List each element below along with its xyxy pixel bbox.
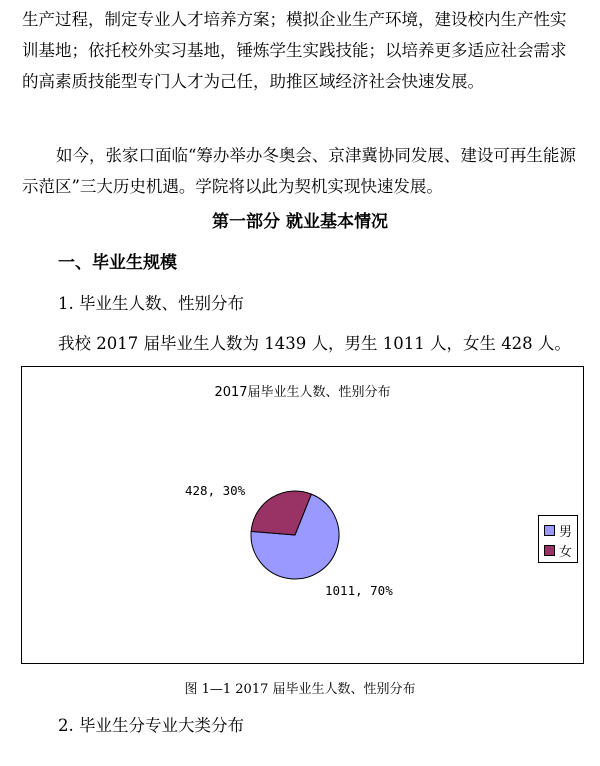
legend-label-female: 女	[559, 545, 573, 560]
data-label-female: 428, 30%	[185, 483, 246, 498]
legend-item-male	[544, 521, 572, 540]
subheading-graduate-scale: 一、毕业生规模	[58, 253, 177, 273]
chart-legend	[538, 515, 578, 563]
pie-chart	[22, 367, 585, 665]
section-heading: 第一部分 就业基本情况	[212, 212, 388, 232]
item-count-gender: 1. 毕业生人数、性别分布	[58, 294, 244, 313]
figure-caption: 图 1—1 2017 届毕业生人数、性别分布	[184, 682, 416, 697]
opportunity-paragraph: 如今，张家口面临“筹办举办冬奥会、京津冀协同发展、建设可再生能源示范区”三大历史机遇。学院将以此为契机实现快速发展。	[22, 146, 576, 196]
legend-swatch-female	[544, 545, 555, 556]
intro-paragraph: 生产过程，制定专业人才培养方案；模拟企业生产环境，建设校内生产性实训基地；依托校外实习基地，锤炼学生实践技能；以培养更多适应社会需求的高素质技能型专门人才为己任，助推区域经济社会快速发展。	[22, 10, 567, 91]
legend-item-female	[544, 541, 572, 560]
legend-swatch-male	[544, 525, 555, 536]
legend-label-male: 男	[559, 525, 573, 540]
pie-chart-frame	[21, 366, 584, 664]
data-label-male: 1011, 70%	[325, 583, 393, 598]
graduate-stat-sentence: 我校 2017 届毕业生人数为 1439 人，男生 1011 人，女生 428 人。	[58, 334, 571, 353]
chart-title: 2017届毕业生人数、性别分布	[214, 385, 391, 400]
item-major-distribution: 2. 毕业生分专业大类分布	[58, 716, 244, 735]
